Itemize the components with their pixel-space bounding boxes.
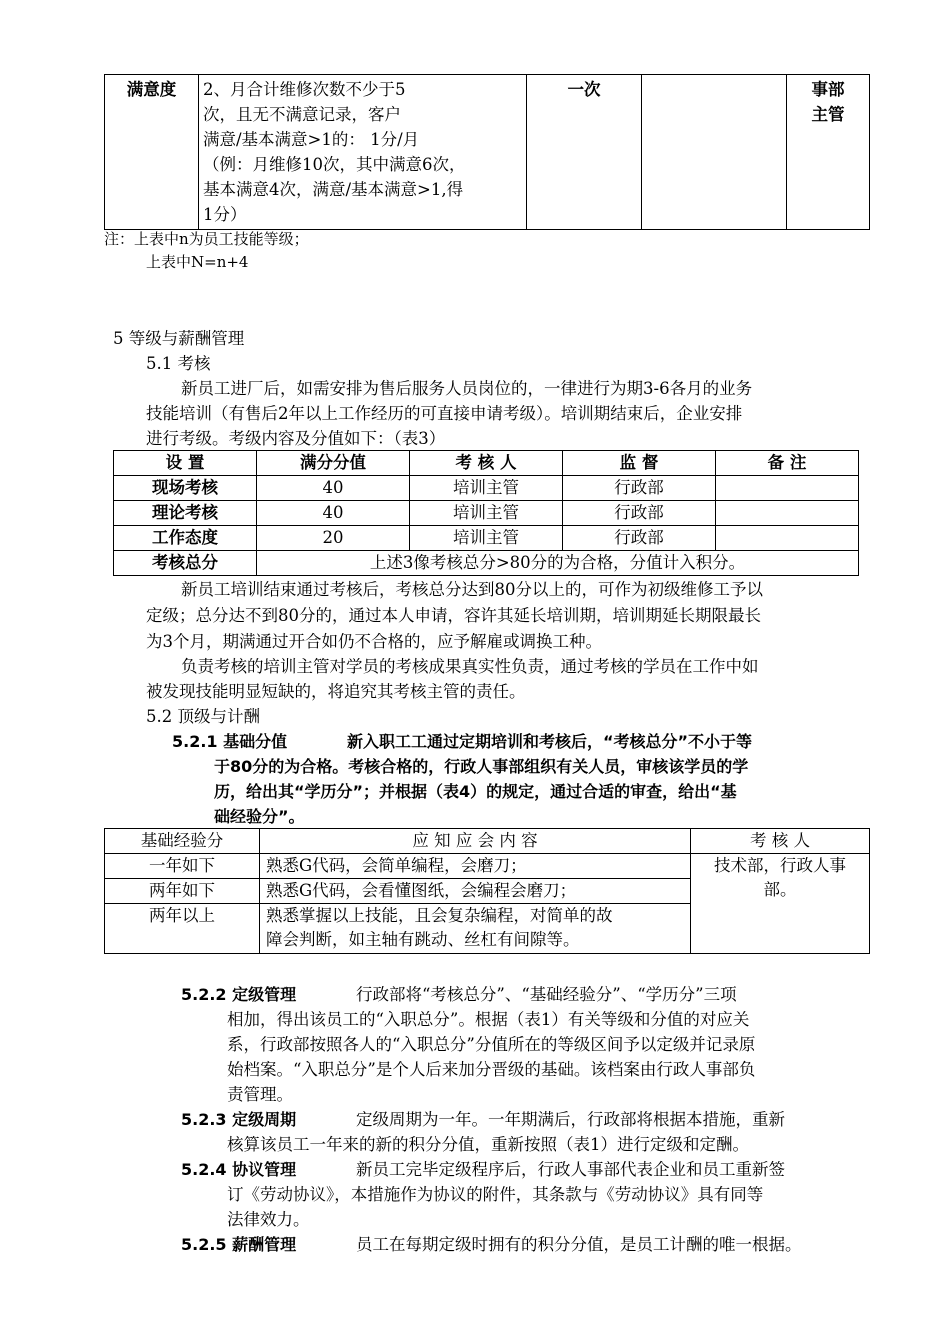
table-row-total [114,551,859,576]
assessor-cell: 培训主管 [410,501,563,526]
table-row [114,501,859,526]
section-5-2-3-number: 5.2.3 定级周期 [181,1110,297,1129]
section-5-2-2-number: 5.2.2 定级管理 [181,985,297,1004]
row-label: 工作态度 [114,526,257,551]
section-5-2-1-number: 5.2.1 基础分值 [172,732,288,751]
table-cell-category [105,75,199,230]
paragraph-line: 行政部将“考核总分”、“基础经验分”、“学历分”三项 [356,985,737,1004]
section-5-2-title: 5.2 顶级与计酬 [146,707,260,726]
level-cell: 一年如下 [105,854,260,879]
supervisor-cell: 行政部 [563,476,716,501]
reviewer-line: 技术部，行政人事 [714,856,846,875]
header-cell: 基础经验分 [105,829,260,854]
reviewer-cell [691,854,870,954]
header-cell: 备 注 [716,451,859,476]
note-line-2: 上表中N=n+4 [146,253,249,271]
desc-line: 基本满意4次，满意/基本满意>1,得 [203,180,464,199]
level-cell: 两年如下 [105,879,260,904]
table-cell-description [199,75,527,230]
paragraph-line: 法律效力。 [227,1210,310,1229]
table-experience [104,828,870,954]
desc-line: （例：月维修10次，其中满意6次， [203,155,466,174]
paragraph-line: 础经验分”。 [214,807,305,826]
paragraph-line: 为3个月，期满通过开合如仍不合格的，应予解雇或调换工种。 [146,632,602,651]
responsible-line: 事部 [811,80,845,99]
section-5-title: 5 等级与薪酬管理 [113,329,245,348]
paragraph-line: 历，给出其“学历分”；并根据（表4）的规定，通过合适的审查，给出“基 [214,782,737,801]
remark-cell [716,476,859,501]
paragraph-line: 被发现技能明显短缺的，将追究其考核主管的责任。 [146,682,526,701]
paragraph-line: 于80分的为合格。考核合格的，行政人事部组织有关人员，审核该学员的学 [214,757,749,776]
table-row [114,526,859,551]
paragraph-line: 订《劳动协议》，本措施作为协议的附件，其条款与《劳动协议》具有同等 [227,1185,764,1204]
header-cell: 监 督 [563,451,716,476]
assessor-cell: 培训主管 [410,476,563,501]
reviewer-line: 部。 [763,880,797,899]
desc-line: 2、月合计维修次数不少于5 [203,80,406,99]
section-5-2-4-number: 5.2.4 协议管理 [181,1160,297,1179]
desc-line: 满意/基本满意>1的： 1分/月 [203,130,420,149]
score-cell: 20 [257,526,410,551]
paragraph-line: 定级；总分达不到80分的，通过本人申请，容许其延长培训期，培训期延长期限最长 [146,606,761,625]
content-cell: 熟悉G代码，会看懂图纸，会编程会磨刀； [260,879,691,904]
table-cell-frequency [527,75,642,230]
desc-line: 1分） [203,205,247,224]
assessor-cell: 培训主管 [410,526,563,551]
paragraph-line: 新员工完毕定级程序后，行政人事部代表企业和员工重新签 [356,1160,785,1179]
section-5-2-5-number: 5.2.5 薪酬管理 [181,1235,297,1254]
table-satisfaction [104,74,870,230]
remark-cell [716,526,859,551]
content-line: 障会判断，如主轴有跳动、丝杠有间隙等。 [266,930,580,949]
remark-cell [716,501,859,526]
score-cell: 40 [257,476,410,501]
paragraph-line: 技能培训（有售后2年以上工作经历的可直接申请考级）。培训期结束后，企业安排 [146,404,743,423]
paragraph-line: 始档案。“入职总分”是个人后来加分晋级的基础。该档案由行政人事部负 [227,1060,756,1079]
header-cell: 考 核 人 [410,451,563,476]
table-row [105,854,870,879]
supervisor-cell: 行政部 [563,501,716,526]
desc-line: 次，且无不满意记录，客户 [203,105,401,124]
paragraph-line: 新员工进厂后，如需安排为售后服务人员岗位的，一律进行为期3-6各月的业务 [181,379,753,398]
score-cell: 40 [257,501,410,526]
content-cell [260,904,691,954]
row-label: 理论考核 [114,501,257,526]
responsible-line: 主管 [811,105,845,124]
paragraph-line: 责管理。 [227,1085,293,1104]
total-text: 上述3像考核总分>80分的为合格，分值计入积分。 [257,551,859,576]
paragraph-line: 定级周期为一年。一年期满后，行政部将根据本措施，重新 [356,1110,785,1129]
total-label: 考核总分 [114,551,257,576]
header-cell: 设 置 [114,451,257,476]
section-5-1-title: 5.1 考核 [146,354,211,373]
paragraph-line: 核算该员工一年来的新的积分分值，重新按照（表1）进行定级和定酬。 [227,1135,749,1154]
paragraph-line: 负责考核的培训主管对学员的考核成果真实性负责，通过考核的学员在工作中如 [181,657,759,676]
paragraph-line: 新员工培训结束通过考核后，考核总分达到80分以上的，可作为初级维修工予以 [181,580,763,599]
table-cell-empty [642,75,787,230]
paragraph-line: 新入职工工通过定期培训和考核后，“考核总分”不小于等 [347,732,753,751]
content-cell: 熟悉G代码，会简单编程，会磨刀； [260,854,691,879]
row-label: 现场考核 [114,476,257,501]
table-assessment [113,450,859,576]
header-cell: 考 核 人 [691,829,870,854]
note-line-1: 注：上表中n为员工技能等级； [104,230,309,248]
paragraph-line: 相加，得出该员工的“入职总分”。根据（表1）有关等级和分值的对应关 [227,1010,750,1029]
table-row [114,476,859,501]
table-cell-responsible [787,75,870,230]
header-cell: 应 知 应 会 内 容 [260,829,691,854]
paragraph-line: 进行考级。考级内容及分值如下：（表3） [146,429,446,448]
paragraph-line: 系，行政部按照各人的“入职总分”分值所在的等级区间予以定级并记录原 [227,1035,756,1054]
content-line: 熟悉掌握以上技能，且会复杂编程，对简单的故 [266,906,613,925]
paragraph-line: 员工在每期定级时拥有的积分分值，是员工计酬的唯一根据。 [356,1235,802,1254]
supervisor-cell: 行政部 [563,526,716,551]
header-cell: 满分分值 [257,451,410,476]
frequency-label: 一次 [567,80,601,99]
category-label: 满意度 [126,80,177,99]
level-cell: 两年以上 [105,904,260,954]
